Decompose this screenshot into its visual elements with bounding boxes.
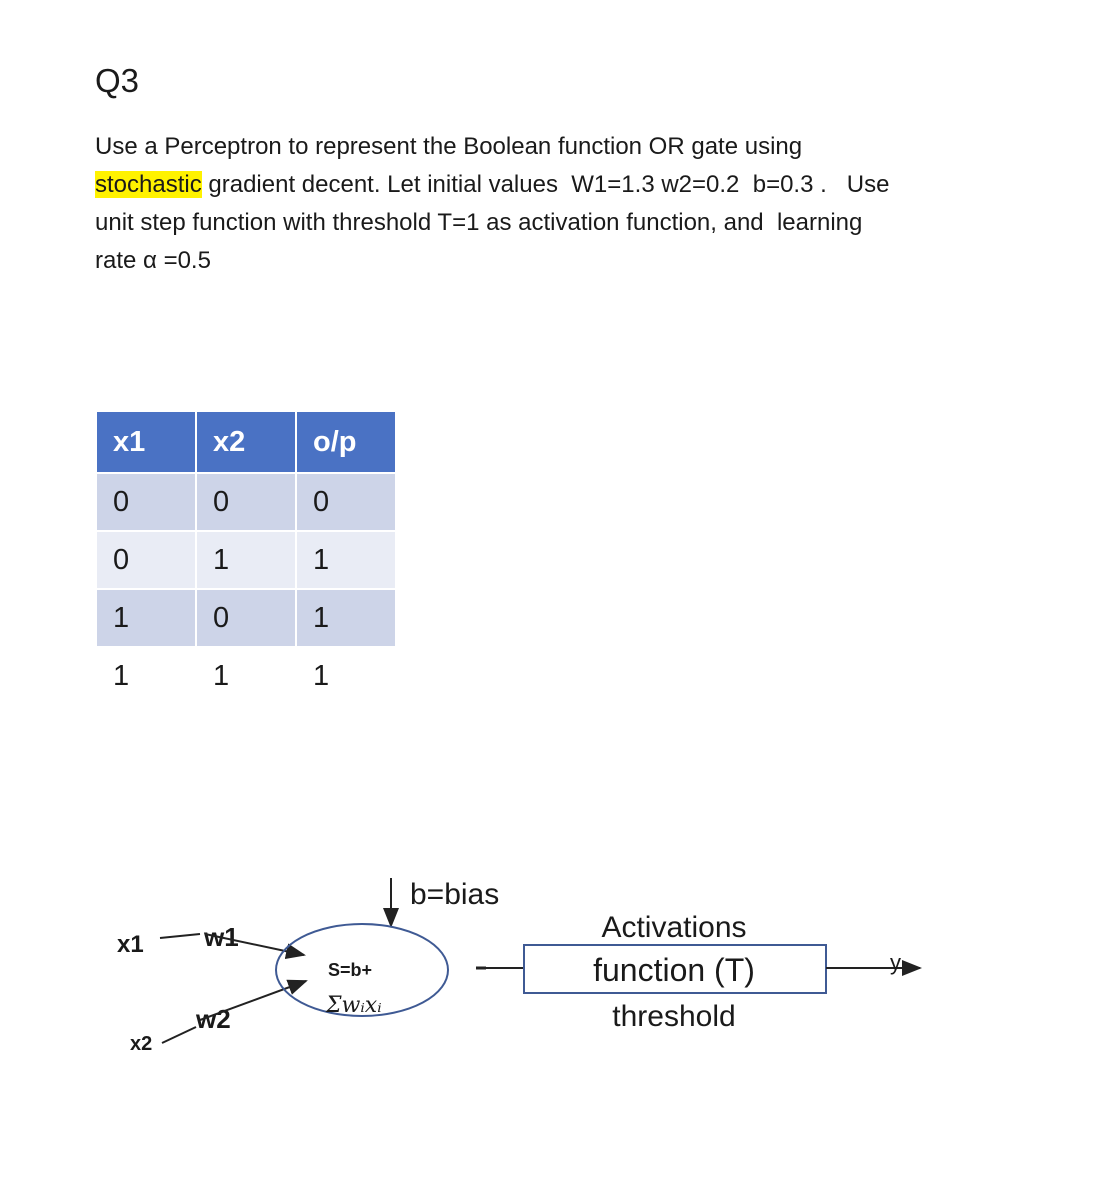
cell-x1: 0 bbox=[96, 531, 196, 589]
cell-x1: 1 bbox=[96, 647, 196, 705]
activation-label-line3: threshold bbox=[612, 1000, 736, 1033]
question-line-1: Use a Perceptron to represent the Boolean function OR gate using bbox=[95, 133, 803, 160]
table-row bbox=[96, 531, 396, 589]
question-line-2-rest: gradient decent. Let initial values W1=1.3 w2=0.2 b=0.3 . Use bbox=[201, 171, 890, 198]
activation-label-line1: Activations bbox=[601, 911, 747, 944]
header-op: o/p bbox=[296, 411, 396, 473]
question-line-4: rate α =0.5 bbox=[95, 247, 211, 274]
table-row bbox=[96, 473, 396, 531]
sum-formula-line2: Σwᵢxᵢ bbox=[326, 993, 382, 1018]
cell-x1: 0 bbox=[96, 473, 196, 531]
cell-x2: 0 bbox=[196, 589, 296, 647]
table-row bbox=[96, 647, 396, 705]
truth-table bbox=[95, 410, 397, 705]
sum-formula-line1: S=b+ bbox=[328, 960, 373, 980]
cell-x2: 1 bbox=[196, 647, 296, 705]
truth-table-header-row bbox=[96, 411, 396, 473]
cell-x2: 1 bbox=[196, 531, 296, 589]
x2-line bbox=[162, 1027, 196, 1043]
table-row bbox=[96, 589, 396, 647]
weight-w2-label: w2 bbox=[196, 1004, 231, 1034]
cell-op: 1 bbox=[296, 589, 396, 647]
activation-label-line2: function (T) bbox=[593, 952, 755, 988]
question-line-3: unit step function with threshold T=1 as activation function, and learning bbox=[95, 209, 863, 236]
header-x1: x1 bbox=[96, 411, 196, 473]
question-text bbox=[95, 128, 995, 280]
perceptron-diagram bbox=[0, 860, 1116, 1200]
w2-arrow bbox=[200, 981, 306, 1020]
cell-x2: 0 bbox=[196, 473, 296, 531]
highlighted-word: stochastic bbox=[95, 171, 202, 198]
cell-op: 1 bbox=[296, 647, 396, 705]
header-x2: x2 bbox=[196, 411, 296, 473]
input-x1-label: x1 bbox=[117, 931, 144, 958]
x1-line bbox=[160, 934, 200, 938]
output-label: y bbox=[890, 950, 901, 975]
question-title: Q3 bbox=[95, 62, 140, 99]
weight-w1-label: w1 bbox=[204, 922, 239, 952]
input-x2-label: x2 bbox=[130, 1033, 153, 1055]
cell-op: 1 bbox=[296, 531, 396, 589]
cell-op: 0 bbox=[296, 473, 396, 531]
cell-x1: 1 bbox=[96, 589, 196, 647]
bias-label: b=bias bbox=[410, 878, 500, 911]
question-line-2 bbox=[95, 166, 995, 204]
